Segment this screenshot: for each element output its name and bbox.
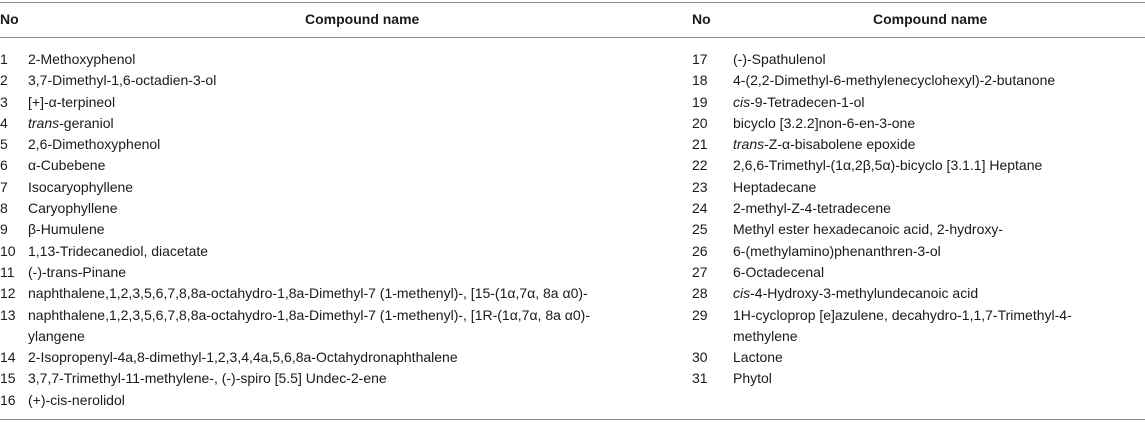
table-row xyxy=(0,155,660,176)
compound-name xyxy=(28,390,660,411)
compound-name xyxy=(733,219,1133,240)
header-compound-name-right: Compound name xyxy=(873,11,988,27)
table-row xyxy=(0,390,660,411)
row-number: 8 xyxy=(0,200,8,217)
compound-name-text: 1H-cycloprop [e]azulene, decahydro-1,1,7-Trimethyl-4- xyxy=(733,306,1072,323)
row-number: 22 xyxy=(692,157,708,174)
table-top-rule xyxy=(0,2,1145,3)
compound-name-text: Isocaryophyllene xyxy=(28,178,134,195)
row-number: 18 xyxy=(692,72,708,89)
table-row xyxy=(0,262,660,283)
row-number: 20 xyxy=(692,114,708,131)
row-number: 10 xyxy=(0,242,16,259)
table-row xyxy=(692,70,1145,91)
compound-name xyxy=(28,241,660,262)
table-row xyxy=(0,347,660,368)
compound-name xyxy=(28,177,660,198)
table-row xyxy=(0,368,660,389)
compound-name-prefix: cis xyxy=(733,93,751,110)
compound-name xyxy=(733,283,1133,304)
table-row xyxy=(692,113,1145,134)
table-row xyxy=(0,219,660,240)
compound-name xyxy=(28,113,660,134)
table-row xyxy=(692,134,1145,155)
row-number: 16 xyxy=(0,391,16,408)
row-number: 5 xyxy=(0,136,8,153)
compound-name xyxy=(733,177,1133,198)
table-row xyxy=(692,49,1145,70)
compound-name-text: naphthalene,1,2,3,5,6,7,8,8a-octahydro-1,8a-Dimethyl-7 (1-methenyl)-, [1R-(1α,7α, 8a α0)- xyxy=(28,306,591,323)
compound-name xyxy=(28,347,660,368)
compound-name xyxy=(28,70,660,91)
compound-name xyxy=(733,198,1133,219)
table-row xyxy=(692,305,1145,348)
compound-name-text: -4-Hydroxy-3-methylundecanoic acid xyxy=(750,285,979,302)
row-number: 19 xyxy=(692,93,708,110)
compound-name-text: Methyl ester hexadecanoic acid, 2-hydroxy- xyxy=(733,221,1004,238)
compound-name xyxy=(733,155,1133,176)
table-row xyxy=(692,241,1145,262)
compound-name-prefix: trans xyxy=(28,114,60,131)
table-row xyxy=(692,198,1145,219)
right-column xyxy=(692,49,1145,390)
compound-name-text: 3,7-Dimethyl-1,6-octadien-3-ol xyxy=(28,72,217,89)
row-number: 24 xyxy=(692,200,708,217)
compound-name-text: 2,6-Dimethoxyphenol xyxy=(28,136,161,153)
header-bottom-rule xyxy=(0,37,1145,38)
compound-name xyxy=(733,262,1133,283)
compound-name xyxy=(733,70,1133,91)
compound-name xyxy=(28,92,660,113)
table-bottom-rule xyxy=(0,419,1145,420)
header-no-right: No xyxy=(692,11,711,27)
compound-name-continuation: methylene xyxy=(733,327,798,344)
row-number: 1 xyxy=(0,51,8,67)
table-row xyxy=(0,198,660,219)
compound-name xyxy=(733,113,1133,134)
row-number: 6 xyxy=(0,157,8,174)
row-number: 31 xyxy=(692,370,708,387)
table-row xyxy=(692,368,1145,389)
compound-name xyxy=(28,262,660,283)
row-number: 30 xyxy=(692,349,708,366)
row-number: 28 xyxy=(692,285,708,302)
table-row xyxy=(692,262,1145,283)
compound-name xyxy=(28,219,660,240)
compound-name-text: 6-(methylamino)phenanthren-3-ol xyxy=(733,242,941,259)
table-row xyxy=(692,283,1145,304)
compound-name xyxy=(733,347,1133,368)
header-no-left: No xyxy=(0,11,19,27)
compound-name-text: Lactone xyxy=(733,349,783,366)
row-number: 11 xyxy=(0,263,15,280)
compound-name xyxy=(28,368,660,389)
row-number: 23 xyxy=(692,178,708,195)
compound-name xyxy=(28,134,660,155)
compound-name-text: 6-Octadecenal xyxy=(733,263,825,280)
compound-name-text: (-)-Spathulenol xyxy=(733,51,826,67)
compound-name-text: 2,6,6-Trimethyl-(1α,2β,5α)-bicyclo [3.1.1] Heptane xyxy=(733,157,1043,174)
table-row xyxy=(0,92,660,113)
compound-name-text: -9-Tetradecen-1-ol xyxy=(750,93,865,110)
compound-name-text: α-Cubebene xyxy=(28,157,106,174)
compound-name xyxy=(28,198,660,219)
row-number: 26 xyxy=(692,242,708,259)
compound-name-text: 3,7,7-Trimethyl-11-methylene-, (-)-spiro [5.5] Undec-2-ene xyxy=(28,370,387,387)
compound-name xyxy=(733,241,1133,262)
compound-name-text: 2-Isopropenyl-4a,8-dimethyl-1,2,3,4,4a,5,6,8a-Octahydronaphthalene xyxy=(28,349,458,366)
compound-name-text: -Z-α-bisabolene epoxide xyxy=(764,136,916,153)
compound-name-text: 2-Methoxyphenol xyxy=(28,51,136,67)
row-number: 25 xyxy=(692,221,708,238)
compound-name-text: bicyclo [3.2.2]non-6-en-3-one xyxy=(733,114,916,131)
compound-name-text: -geraniol xyxy=(59,114,114,131)
row-number: 21 xyxy=(692,136,708,153)
table-row xyxy=(0,70,660,91)
compound-name-text: 1,13-Tridecanediol, diacetate xyxy=(28,242,209,259)
row-number: 14 xyxy=(0,349,16,366)
row-number: 29 xyxy=(692,306,708,323)
compound-name-prefix: trans xyxy=(733,136,765,153)
compound-name xyxy=(733,305,1133,348)
compound-name-prefix: cis xyxy=(733,285,751,302)
row-number: 7 xyxy=(0,178,8,195)
compound-name-continuation: ylangene xyxy=(28,327,85,344)
compound-name-text: 2-methyl-Z-4-tetradecene xyxy=(733,200,891,217)
compound-name xyxy=(28,305,660,348)
table-row xyxy=(0,49,660,70)
compound-name-text: naphthalene,1,2,3,5,6,7,8,8a-octahydro-1,8a-Dimethyl-7 (1-methenyl)-, [15-(1α,7α, 8a α0)- xyxy=(28,285,588,302)
row-number: 12 xyxy=(0,285,16,302)
compound-name xyxy=(733,49,1133,70)
compound-name xyxy=(733,134,1133,155)
compound-name xyxy=(28,155,660,176)
table-row xyxy=(0,283,660,304)
compound-name-text: Caryophyllene xyxy=(28,200,118,217)
row-number: 27 xyxy=(692,263,708,280)
table-row xyxy=(692,155,1145,176)
row-number: 9 xyxy=(0,221,8,238)
table-row xyxy=(0,241,660,262)
compound-name-text: Heptadecane xyxy=(733,178,817,195)
table-row xyxy=(0,113,660,134)
compound-name-text: Phytol xyxy=(733,370,772,387)
compound-name xyxy=(28,49,660,70)
left-column xyxy=(0,49,660,411)
compound-name-text: (+)-cis-nerolidol xyxy=(28,391,125,408)
table-row xyxy=(0,305,660,348)
table-row xyxy=(692,177,1145,198)
compound-name xyxy=(733,92,1133,113)
compound-name-text: β-Humulene xyxy=(28,221,105,238)
header-compound-name-left: Compound name xyxy=(305,11,420,27)
row-number: 4 xyxy=(0,114,8,131)
compound-name-text: [+]-α-terpineol xyxy=(28,93,116,110)
compound-name-text: (-)-trans-Pinane xyxy=(28,263,127,280)
row-number: 17 xyxy=(692,51,708,67)
row-number: 13 xyxy=(0,306,16,323)
row-number: 3 xyxy=(0,93,8,110)
row-number: 2 xyxy=(0,72,8,89)
row-number: 15 xyxy=(0,370,16,387)
compound-name-text: 4-(2,2-Dimethyl-6-methylenecyclohexyl)-2-butanone xyxy=(733,72,1056,89)
compound-name xyxy=(28,283,660,304)
table-row xyxy=(0,134,660,155)
compound-name xyxy=(733,368,1133,389)
table-row xyxy=(0,177,660,198)
table-row xyxy=(692,347,1145,368)
table-row xyxy=(692,92,1145,113)
table-row xyxy=(692,219,1145,240)
